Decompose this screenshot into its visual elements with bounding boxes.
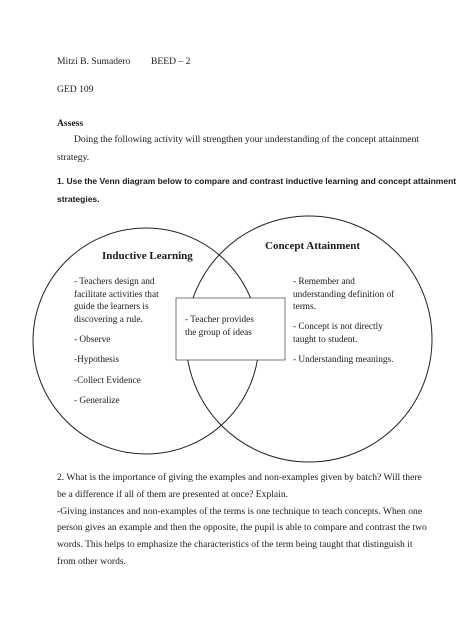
left-item-generalize: - Generalize: [74, 396, 120, 406]
question1-line1: 1. Use the Venn diagram below to compare and contrast inductive learning and concept attainment: [57, 176, 457, 186]
answer2-line3: words. This helps to emphasize the characteristics of the term being taught that distinguish it: [57, 539, 413, 550]
question2-line2: be a difference if all of them are presented at once? Explain.: [57, 489, 289, 500]
subject-code: GED 109: [57, 84, 94, 95]
left-item-collect-evidence: -Collect Evidence: [74, 376, 141, 386]
right-item-concept-not-taught: - Concept is not directly taught to student.: [293, 322, 383, 345]
right-item-remember: - Remember and understanding definition of terms.: [293, 277, 395, 312]
assess-heading: Assess: [57, 118, 84, 129]
center-item-teacher-provides: - Teacher provides the group of ideas: [185, 315, 254, 338]
assess-intro-line1: Doing the following activity will strengthen your understanding of the concept attainment: [74, 134, 420, 145]
right-circle-title: Concept Attainment: [265, 240, 361, 252]
left-circle-title: Inductive Learning: [102, 250, 193, 262]
answer2-line1: -Giving instances and non-examples of the terms is one technique to teach concepts. When one: [57, 506, 423, 517]
left-item-hypothesis: -Hypothesis: [74, 355, 119, 365]
left-item-observe: - Observe: [74, 335, 111, 345]
question1-line2: strategies.: [57, 194, 100, 204]
assess-intro-line2: strategy.: [57, 152, 90, 163]
question2-line1: 2. What is the importance of giving the examples and non-examples given by batch? Will there: [57, 472, 422, 483]
right-item-understanding: - Understanding meanings.: [293, 355, 394, 365]
answer2-line4: from other words.: [57, 556, 127, 567]
answer2-line2: person gives an example and then the opposite, the pupil is able to compare and contrast the two: [57, 522, 427, 533]
student-name: Mitzi B. Sumadero: [57, 56, 131, 67]
left-item-teachers-design: - Teachers design and facilitate activities that guide the learners is discovering a rule.: [74, 277, 159, 325]
course-section: BEED – 2: [151, 56, 191, 67]
